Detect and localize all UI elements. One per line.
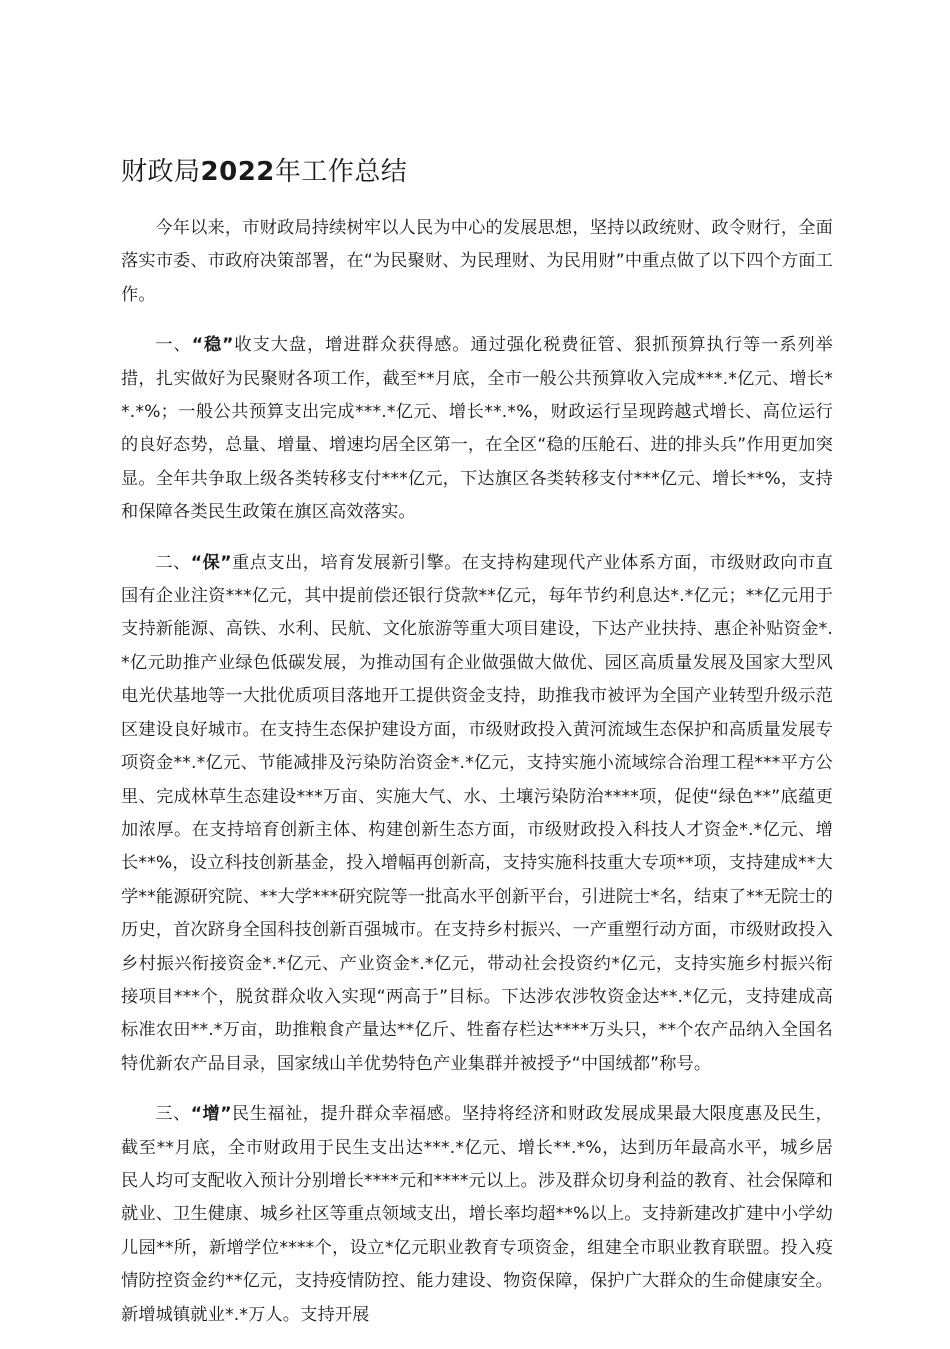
section-keyword: “增” (190, 1104, 232, 1125)
section-number: 一、 (155, 335, 192, 356)
section-number: 二、 (155, 552, 191, 573)
section-paragraph-1 (121, 329, 833, 529)
title-prefix: 财政局 (121, 157, 201, 187)
section-text: 重点支出，培育发展新引擎。在支持构建现代产业体系方面，市级财政向市直国有企业注资***亿元，其中提前偿还银行贷款**亿元，每年节约利息达*.*亿元；**亿元用于支持新能源、高铁、水利、民航、文化旅游等重大项目建设，下达产业扶持、惠企补贴资金*.*亿元助推产业绿色低碳发展，为推动国有企业做强做大做优、园区高质量发展及国家大型风电光伏基地等一大批优质项目落地开工提供资金支持，助推我市被评为全国产业转型升级示范区建设良好城市。在支持生态保护建设方面，市级财政投入黄河流域生态保护和高质量发展专项资金**.*亿元、节能减排及污染防治资金*.*亿元，支持实施小流域综合治理工程***平方公里、完成林草生态建设***万亩、实施大气、水、土壤污染防治****项，促使“绿色**”底蕴更加浓厚。在支持培育创新主体、构建创新生态方面，市级财政投入科技人才资金*.*亿元、增长**%，设立科技创新基金，投入增幅再创新高，支持实施科技重大专项**项，支持建成**大学**能源研究院、**大学***研究院等一批高水平创新平台，引进院士*名，结束了**无院士的历史，首次跻身全国科技创新百强城市。在支持乡村振兴、一产重塑行动方面，市级财政投入乡村振兴衔接资金*.*亿元、产业资金*.*亿元，带动社会投资约*亿元，支持实施乡村振兴衔接项目***个，脱贫群众收入实现“两高于”目标。下达涉农涉牧资金达**.*亿元，支持建成高标准农田**.*万亩，助推粮食产量达**亿斤、牲畜存栏达****万头只，**个农产品纳入全国名特优新农产品目录，国家绒山羊优势特色产业集群并被授予“中国绒都”称号。 (121, 552, 833, 1074)
document-page (121, 150, 833, 1349)
section-keyword: “保” (190, 552, 232, 573)
section-keyword: “稳” (191, 335, 234, 356)
section-text: 收支大盘，增进群众获得感。通过强化税费征管、狠抓预算执行等一系列举措，扎实做好为民聚财各项工作，截至**月底，全市一般公共预算收入完成***.*亿元、增长**.*%；一般公共预算支出完成***.*亿元、增长**.*%，财政运行呈现跨越式增长、高位运行的良好态势，总量、增量、增速均居全区第一，在全区“稳的压舱石、进的排头兵”作用更加突显。全年共争取上级各类转移支付***亿元，下达旗区各类转移支付***亿元、增长**%，支持和保障各类民生政策在旗区高效落实。 (121, 335, 833, 523)
title-year: 2022 (200, 157, 275, 187)
section-paragraph-2 (121, 547, 833, 1082)
section-text: 民生福祉，提升群众幸福感。坚持将经济和财政发展成果最大限度惠及民生，截至**月底，全市财政用于民生支出达***.*亿元、增长**.*%，达到历年最高水平，城乡居民人均可支配收入预计分别增长****元和****元以上。涉及群众切身利益的教育、社会保障和就业、卫生健康、城乡社区等重点领域支出，增长率均超**%以上。支持新建改扩建中小学幼儿园**所，新增学位****个，设立*亿元职业教育专项资金，组建全市职业教育联盟。投入疫情防控资金约**亿元，支持疫情防控、能力建设、物资保障，保护广大群众的生命健康安全。新增城镇就业*.*万人。支持开展 (121, 1104, 833, 1325)
document-title (121, 150, 833, 194)
title-suffix: 年工作总结 (274, 157, 408, 187)
section-number: 三、 (155, 1104, 191, 1125)
section-paragraph-3 (121, 1098, 833, 1332)
intro-paragraph: 今年以来，市财政局持续树牢以人民为中心的发展思想，坚持以政统财、政令财行，全面落实市委、市政府决策部署，在“为民聚财、为民理财、为民用财”中重点做了以下四个方面工作。 (121, 218, 833, 305)
